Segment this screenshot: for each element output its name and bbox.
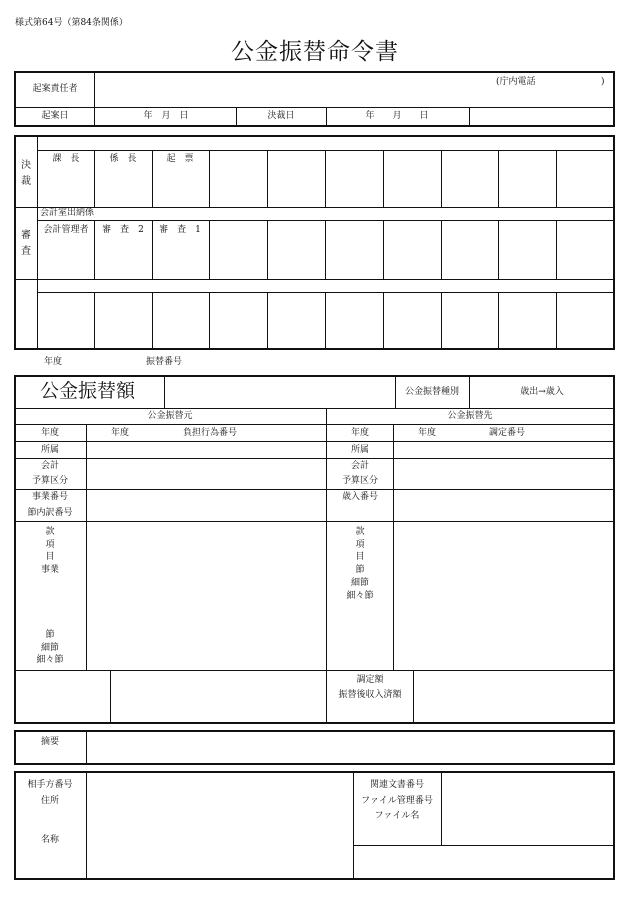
src-breakdown-no-label: 節内訳番号: [27, 508, 73, 518]
drafter-label: 起案責任者: [32, 84, 78, 94]
dst-item: 款: [355, 527, 365, 537]
src-items-bottom: [36, 629, 63, 667]
src-item: 事業: [40, 565, 60, 576]
form-number: 様式第64号（第84条関係）: [15, 18, 128, 28]
src-budget-class-label: 予算区分: [31, 476, 69, 486]
dst-adjust-no-label: 調定番号: [488, 428, 526, 438]
draft-date-field[interactable]: 年 月 日: [143, 111, 189, 121]
src-affiliation-label: 所属: [40, 445, 60, 455]
phone-label: (庁内電話: [496, 77, 536, 87]
kaikei-kanrisha-label: 会計管理者: [43, 225, 89, 235]
shinsa-label: 審 査: [21, 230, 31, 257]
transfer-number-label: 振替番号: [146, 357, 183, 367]
transfer-type-label: 公金振替種別: [404, 387, 460, 397]
src-item: 節: [45, 630, 55, 640]
src-item: 細節: [40, 642, 60, 653]
dst-item: 目: [355, 552, 365, 563]
phone-close: ): [601, 77, 605, 87]
src-affiliation-field[interactable]: [88, 443, 325, 457]
dest-header: 公金振替先: [447, 411, 493, 421]
dst-account-label: 会計: [350, 461, 370, 471]
dst-affiliation-field[interactable]: [395, 443, 613, 457]
summary-field[interactable]: [88, 732, 613, 763]
src-account-label: 会計: [40, 461, 60, 471]
dst-year-label: 年度: [350, 428, 370, 438]
kacho-label: 課 長: [52, 154, 80, 164]
dst-item: 細節: [350, 577, 370, 588]
src-item: 項: [45, 539, 55, 550]
decision-date-field[interactable]: 年 月 日: [365, 111, 429, 121]
adjust-amount-label: 調定額: [356, 675, 384, 685]
kihyo-label: 起 票: [166, 154, 194, 164]
accounting-office-label: 会計室出納係: [40, 208, 95, 218]
dst-items: [346, 526, 373, 602]
related-doc-no-label: 関連文書番号: [369, 780, 425, 790]
summary-label: 摘要: [40, 737, 60, 747]
decision-date-label: 決裁日: [267, 111, 295, 121]
name-label: 名称: [40, 835, 60, 845]
dst-budget-class-label: 予算区分: [341, 476, 379, 486]
draft-date-label: 起案日: [41, 111, 69, 121]
dst-revenue-no-label: 歳入番号: [341, 492, 379, 502]
kessai-label: 決 裁: [21, 160, 31, 187]
src-year2-label: 年度: [110, 428, 130, 438]
src-items-top: [41, 526, 59, 577]
dst-affiliation-label: 所属: [350, 445, 370, 455]
kakaricho-label: 係 長: [109, 154, 137, 164]
src-burden-no-label: 負担行為番号: [182, 428, 238, 438]
src-item: 細々節: [36, 655, 64, 666]
dst-item: 細々節: [346, 590, 374, 601]
src-project-no-label: 事業番号: [31, 492, 69, 502]
src-year-label: 年度: [40, 428, 60, 438]
file-name-label: ファイル名: [374, 811, 420, 821]
dst-year2-label: 年度: [417, 428, 437, 438]
source-header: 公金振替元: [147, 411, 193, 421]
dst-item: 項: [355, 539, 365, 550]
transfer-type-value[interactable]: 歳出→歳入: [520, 387, 564, 397]
partner-field[interactable]: [88, 773, 352, 878]
src-item: 目: [45, 552, 55, 563]
partner-no-label: 相手方番号: [27, 780, 73, 790]
fiscal-year-label: 年度: [44, 357, 63, 367]
shinsa2-label: 審 査 2: [102, 225, 144, 235]
file-mgmt-no-label: ファイル管理番号: [361, 796, 433, 806]
page-title: 公金振替命令書: [231, 39, 399, 65]
approval-section: [14, 135, 615, 350]
src-item: 款: [45, 527, 55, 537]
transfer-heading: 公金振替額: [40, 380, 136, 402]
shinsa1-label: 審 査 1: [159, 225, 201, 235]
address-label: 住所: [40, 796, 60, 806]
received-after-label: 振替後収入済額: [338, 690, 402, 700]
dst-item: 節: [355, 565, 365, 576]
